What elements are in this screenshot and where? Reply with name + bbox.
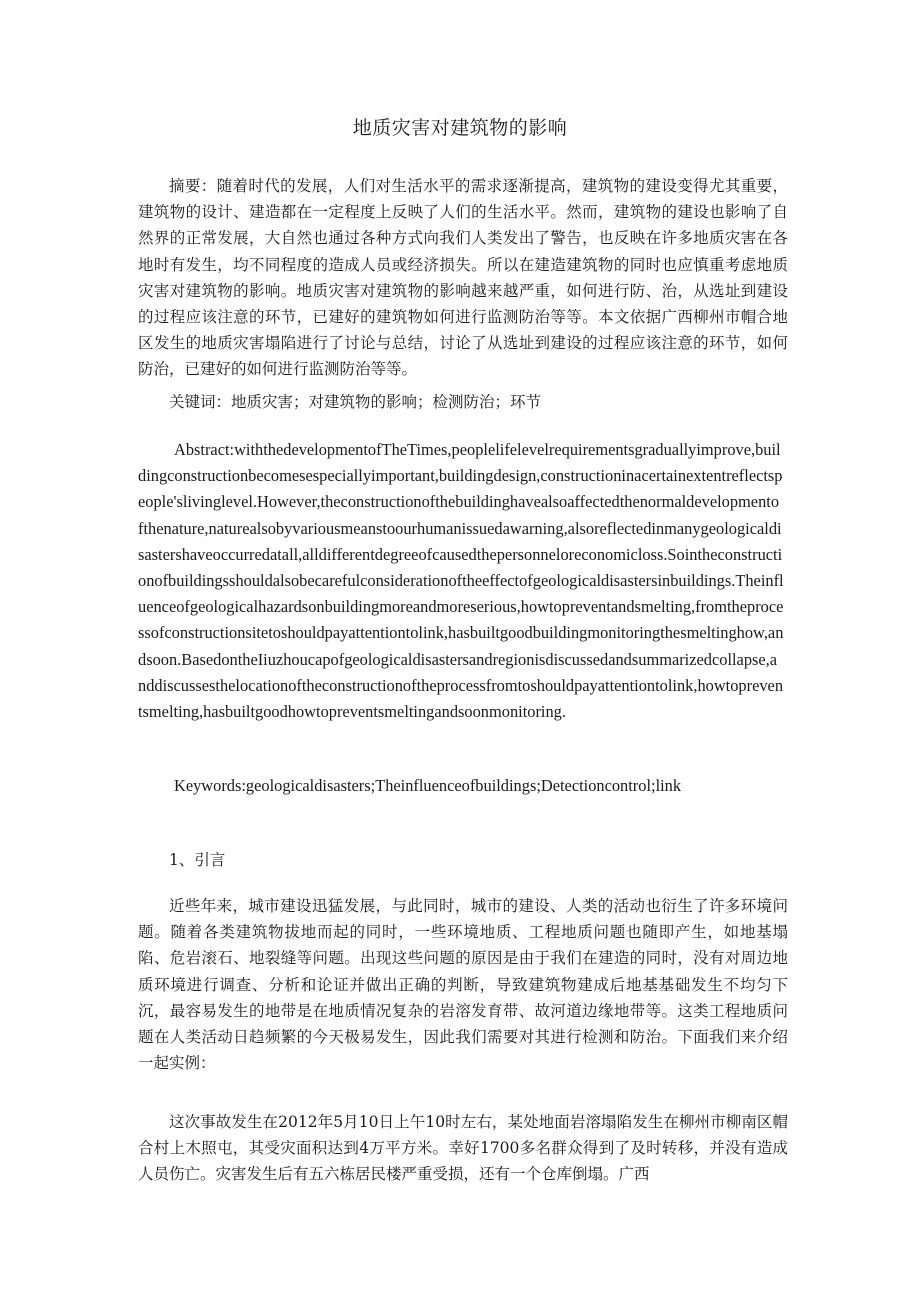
introduction-paragraph-text: 近些年来，城市建设迅猛发展，与此同时，城市的建设、人类的活动也衍生了许多环境问题。随着各类建筑物拔地而起的同时，一些环境地质、工程地质问题也随即产生，如地基塌陷、危岩滚石、地裂缝等问题。出现这些问题的原因是由于我们在建造的同时，没有对周边地质环境进行调查、分析和论证并做出正确的判断，导致建筑物建成后地基基础发生不均匀下沉，最容易发生的地带是在地质情况复杂的岩溶发育带、故河道边缘地带等。这类工程地质问题在人类活动日趋频繁的今天极易发生，因此我们需要对其进行检测和防治。下面我们来介绍一起实例： [138, 897, 788, 1073]
abstract-chinese-text: 摘要：随着时代的发展，人们对生活水平的需求逐渐提高，建筑物的建设变得尤其重要，建筑物的设计、建造都在一定程度上反映了人们的生活水平。然而，建筑物的建设也影响了自然界的正常发展，大自然也通过各种方式向我们人类发出了警告，也反映在许多地质灾害在各地时有发生，均不同程度的造成人员或经济损失。所以在建造建筑物的同时也应慎重考虑地质灾害对建筑物的影响。地质灾害对建筑物的影响越来越严重，如何进行防、治，从选址到建设的过程应该注意的环节，已建好的建筑物如何进行监测防治等等。本文依据广西柳州市帽合地区发生的地质灾害塌陷进行了讨论与总结，讨论了从选址到建设的过程应该注意的环节，如何防治，已建好的如何进行监测防治等等。 [138, 177, 788, 379]
case-study-paragraph-text: 这次事故发生在2012年5月10日上午10时左右，某处地面岩溶塌陷发生在柳州市柳南区帽合村上木照屯，其受灾面积达到4万平方米。幸好1700多名群众得到了及时转移，并没有造成人员伤亡。灾害发生后有五六栋居民楼严重受损，还有一个仓库倒塌。广西 [138, 1113, 788, 1184]
abstract-english [138, 437, 784, 725]
keywords-chinese [138, 389, 788, 415]
section-heading-text: 1、引言 [169, 851, 226, 869]
case-study-paragraph [138, 1109, 788, 1188]
keywords-english [138, 773, 784, 799]
abstract-english-text: Abstract:withthedevelopmentofTheTimes,peoplelifelevelrequirementsgraduallyimprove,buildingconstructionbecomesespeciallyimportant,buildingdesign,constructioninacertainextentreflectspeople'slivinglevel.However,theconstructionofthebuildinghavealsoaffectedthenormaldevelopmentofthenature,naturealsobyvariousmeanstoourhumanissuedawarning,alsoreflectedinmanygeologicaldisastershaveoccurredatall,alldifferentdegreeofcausedthepersonneloreconomicloss.Sointheconstructionofbuildingsshouldalsobecarefulconsiderationoftheeffectofgeologicaldisastersinbuildings.Theinfluenceofgeologicalhazardsonbuildingmoreandmoreserious,howtopreventandsmelting,fromtheprocessofconstructionsitetoshouldpayattentiontolink,hasbuiltgoodbuildingmonitoringthesmeltinghow,andsoon.BasedontheIiuzhoucapofgeologicaldisastersandregionisdiscussedandsummarizedcollapse,anddiscussesthelocationoftheconstructionoftheprocessfromtoshouldpayattentiontolink,howtopreventsmelting,hasbuiltgoodhowtopreventsmeltingandsoonmonitoring. [138, 440, 784, 722]
keywords-english-text: Keywords:geologicaldisasters;Theinfluenceofbuildings;Detectioncontrol;link [174, 776, 682, 795]
keywords-chinese-text: 关键词：地质灾害；对建筑物的影响；检测防治；环节 [169, 393, 542, 411]
abstract-chinese [138, 173, 788, 383]
document-title: 地质灾害对建筑物的影响 [352, 117, 568, 139]
section-heading-introduction [138, 847, 788, 873]
introduction-paragraph [138, 893, 788, 1076]
